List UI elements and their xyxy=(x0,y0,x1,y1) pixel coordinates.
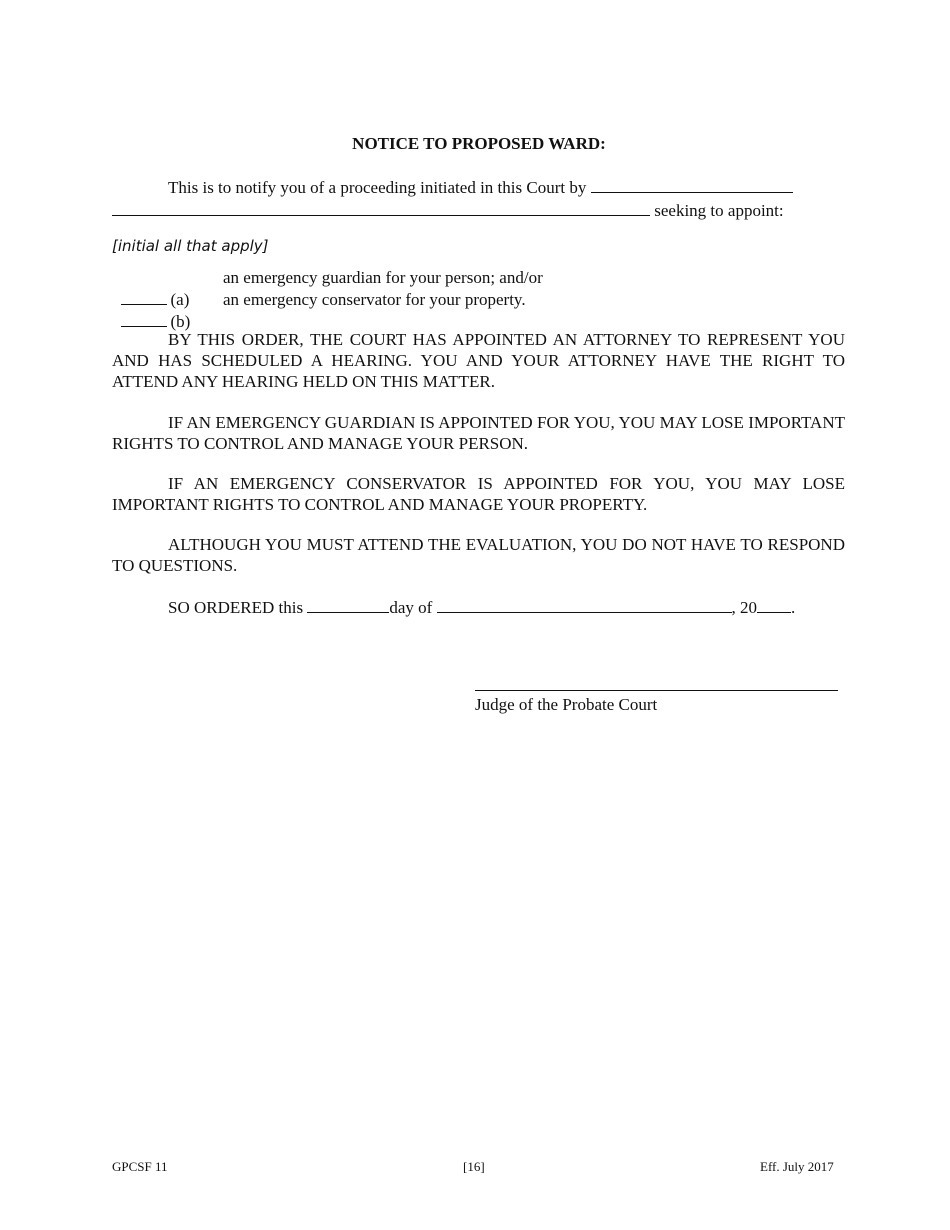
order-period: . xyxy=(791,598,796,617)
notify-line-2 xyxy=(112,199,784,221)
signature-label: Judge of the Probate Court xyxy=(475,695,658,714)
initial-field-b[interactable] xyxy=(121,310,167,327)
so-ordered-line xyxy=(168,596,795,618)
option-b-label: (b) xyxy=(170,312,191,331)
option-a-label: (a) xyxy=(170,290,190,309)
petitioner-name-field-1[interactable] xyxy=(591,176,793,193)
year-prefix: , 20 xyxy=(731,598,758,617)
initial-note: [initial all that apply] xyxy=(112,237,269,255)
day-of-text: day of xyxy=(389,598,433,617)
page-title: NOTICE TO PROPOSED WARD: xyxy=(352,134,606,153)
footer-effective-date: Eff. July 2017 xyxy=(760,1159,834,1174)
month-field[interactable] xyxy=(437,596,732,613)
evaluation-paragraph: ALTHOUGH YOU MUST ATTEND THE EVALUATION, YOU DO NOT HAVE TO RESPOND TO QUESTIONS. xyxy=(112,535,845,575)
option-b-text: an emergency conservator for your property. xyxy=(223,290,526,309)
conservator-paragraph: IF AN EMERGENCY CONSERVATOR IS APPOINTED FOR YOU, YOU MAY LOSE IMPORTANT RIGHTS TO CONTROL AND MANAGE YOUR PROPERTY. xyxy=(112,474,845,514)
footer-form-id: GPCSF 11 xyxy=(112,1159,168,1174)
notify-line-1 xyxy=(168,176,793,198)
day-field[interactable] xyxy=(307,596,389,613)
option-b xyxy=(112,290,190,332)
signature-line[interactable] xyxy=(475,690,838,691)
attorney-paragraph: BY THIS ORDER, THE COURT HAS APPOINTED AN ATTORNEY TO REPRESENT YOU AND HAS SCHEDULED A HEARING. YOU AND YOUR ATTORNEY HAVE THE RIGHT TO ATTEND ANY HEARING HELD ON THIS MATTER. xyxy=(112,330,845,391)
footer-page-number: [16] xyxy=(463,1159,485,1174)
petitioner-name-field-2[interactable] xyxy=(112,199,650,216)
seeking-text: seeking to appoint: xyxy=(654,201,784,220)
notify-text: This is to notify you of a proceeding initiated in this Court by xyxy=(168,178,587,197)
so-ordered-text: SO ORDERED this xyxy=(168,598,304,617)
option-a-text: an emergency guardian for your person; and/or xyxy=(223,268,543,287)
guardian-paragraph: IF AN EMERGENCY GUARDIAN IS APPOINTED FOR YOU, YOU MAY LOSE IMPORTANT RIGHTS TO CONTROL AND MANAGE YOUR PERSON. xyxy=(112,413,845,453)
year-field[interactable] xyxy=(757,596,791,613)
